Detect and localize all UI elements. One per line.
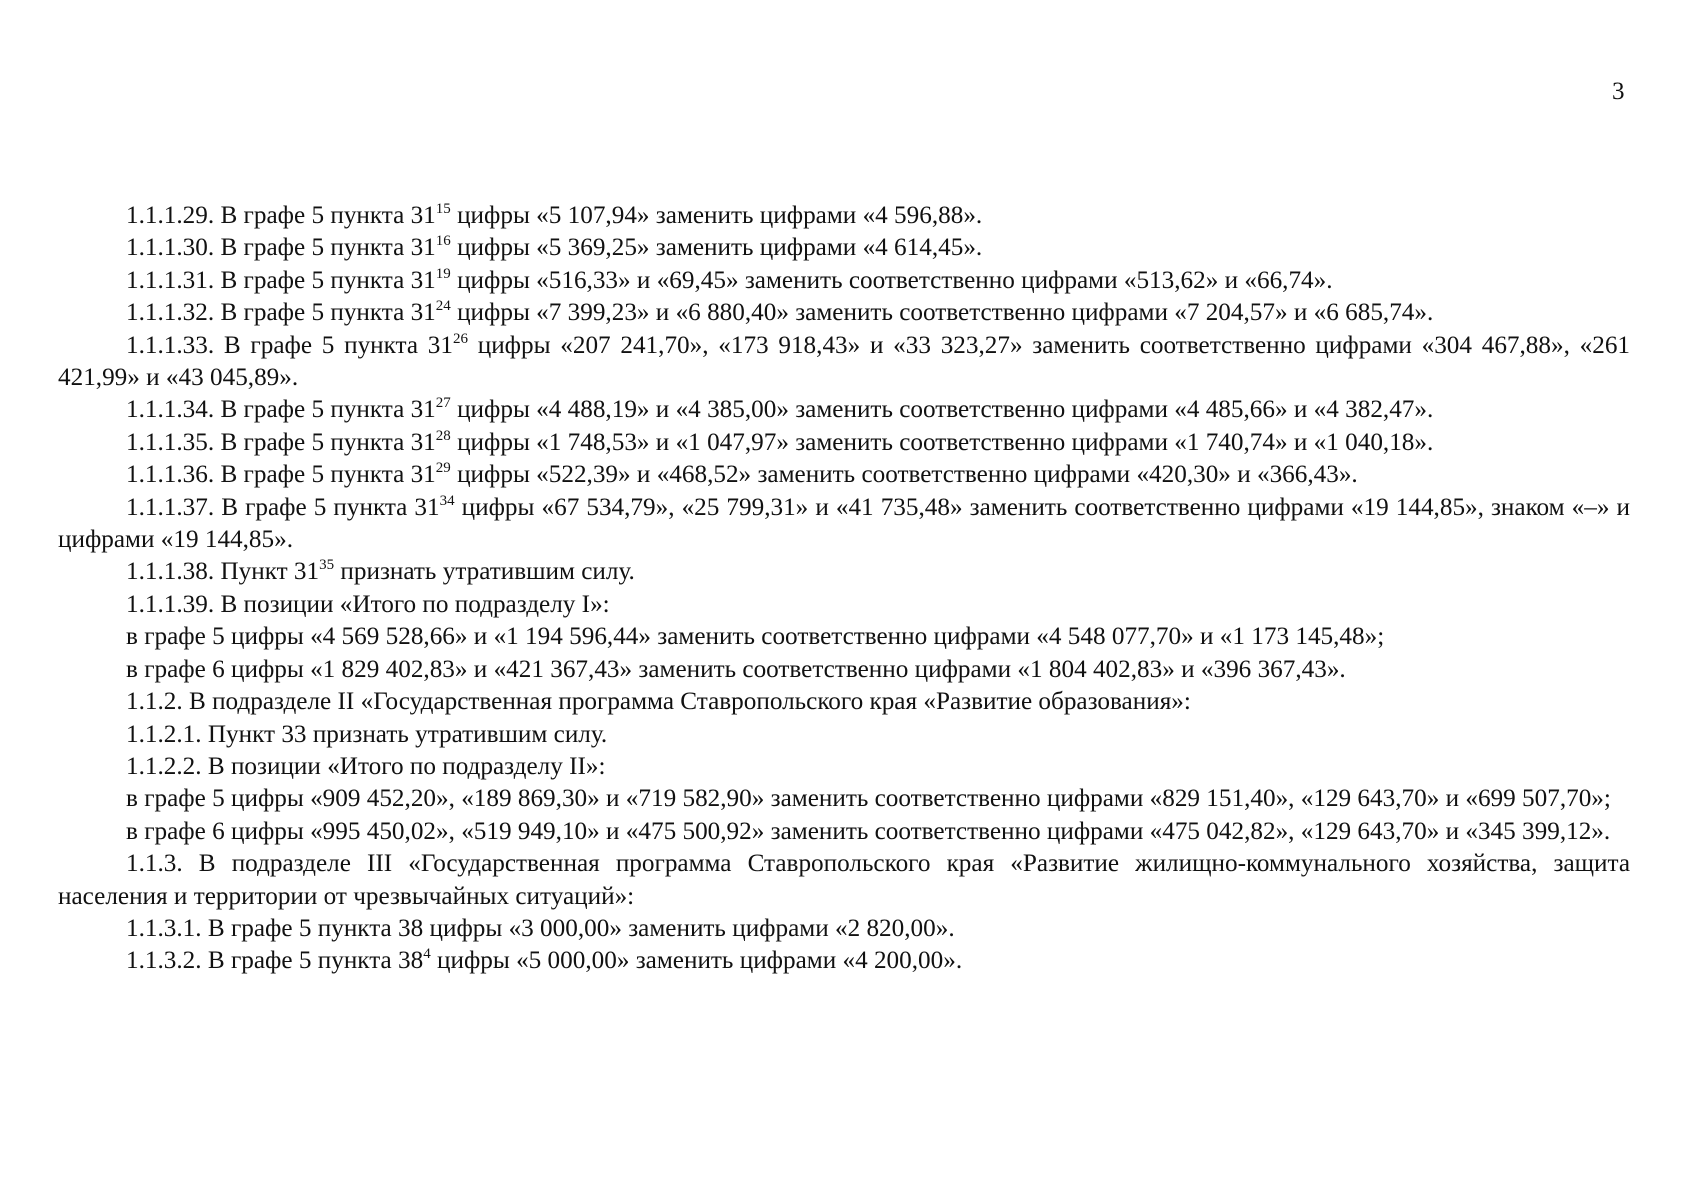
- paragraph-text: 1.1.1.35. В графе 5 пункта 31: [126, 428, 436, 456]
- paragraph-text: 1.1.1.30. В графе 5 пункта 31: [126, 234, 436, 262]
- paragraph-1-1-3: [58, 848, 1630, 913]
- paragraph-text: цифры «522,39» и «468,52» заменить соответственно цифрами «420,30» и «366,43».: [450, 461, 1358, 489]
- superscript: 26: [452, 330, 468, 347]
- paragraph-text: 1.1.1.32. В графе 5 пункта 31: [126, 299, 436, 327]
- paragraph-text: цифры «67 534,79», «25 799,31» и «41 735,48» заменить соответственно цифрами «19 144,85», знаком «–» и цифрами «19 144,85».: [58, 493, 1630, 554]
- paragraph-1-1-1-31: [58, 265, 1630, 297]
- superscript: 35: [319, 557, 335, 574]
- paragraph-text: 1.1.1.38. Пункт 31: [126, 558, 320, 586]
- paragraph-subsection-1-column-6: [58, 654, 1630, 686]
- paragraph-1-1-1-35: [58, 427, 1630, 459]
- superscript: 29: [435, 460, 451, 477]
- superscript: 15: [435, 201, 451, 217]
- paragraph-text: цифры «4 488,19» и «4 385,00» заменить соответственно цифрами «4 485,66» и «4 382,47».: [450, 396, 1434, 424]
- paragraph-1-1-3-1: [58, 913, 1630, 945]
- paragraph-subsection-1-column-5: [58, 621, 1630, 653]
- paragraph-text: цифры «5 107,94» заменить цифрами «4 596,88».: [450, 202, 983, 229]
- paragraph-1-1-1-32: [58, 297, 1630, 329]
- paragraph-1-1-1-39: [58, 589, 1630, 621]
- paragraph-1-1-2: [58, 686, 1630, 718]
- paragraph-text: признать утратившим силу.: [334, 558, 635, 586]
- superscript: 27: [435, 395, 451, 412]
- superscript: 4: [423, 946, 431, 963]
- paragraph-text: в графе 6 цифры «1 829 402,83» и «421 367,43» заменить соответственно цифрами «1 804 402,83» и «396 367,43».: [126, 655, 1346, 683]
- paragraph-text: 1.1.2.2. В позиции «Итого по подразделу II»:: [126, 752, 606, 780]
- paragraph-text: цифры «207 241,70», «173 918,43» и «33 323,27» заменить соответственно цифрами «304 467,88», «261 421,99» и «43 045,89».: [58, 331, 1631, 392]
- paragraph-text: 1.1.1.37. В графе 5 пункта 31: [126, 493, 440, 521]
- paragraph-text: 1.1.2.1. Пункт 33 признать утратившим силу.: [126, 720, 608, 748]
- paragraph-text: цифры «516,33» и «69,45» заменить соответственно цифрами «513,62» и «66,74».: [450, 266, 1333, 294]
- superscript: 34: [439, 492, 455, 509]
- paragraph-1-1-1-38: [58, 556, 1630, 588]
- paragraph-text: 1.1.3.1. В графе 5 пункта 38 цифры «3 000,00» заменить цифрами «2 820,00».: [126, 914, 955, 942]
- paragraph-1-1-1-37: [58, 492, 1630, 557]
- superscript: 19: [435, 265, 451, 282]
- paragraph-1-1-2-1: [58, 719, 1630, 751]
- paragraph-text: 1.1.1.29. В графе 5 пункта 31: [126, 202, 436, 229]
- paragraph-text: цифры «5 369,25» заменить цифрами «4 614,45».: [450, 234, 983, 262]
- superscript: 24: [435, 298, 451, 315]
- paragraph-text: цифры «1 748,53» и «1 047,97» заменить соответственно цифрами «1 740,74» и «1 040,18».: [450, 428, 1434, 456]
- paragraph-text: 1.1.1.36. В графе 5 пункта 31: [126, 461, 436, 489]
- paragraph-text: в графе 6 цифры «995 450,02», «519 949,10» и «475 500,92» заменить соответственно цифрами «475 042,82», «129 643,70» и «345 399,12».: [126, 817, 1611, 845]
- paragraph-text: цифры «7 399,23» и «6 880,40» заменить соответственно цифрами «7 204,57» и «6 685,74».: [450, 299, 1434, 327]
- paragraph-1-1-1-33: [58, 330, 1630, 395]
- paragraph-1-1-1-34: [58, 394, 1630, 426]
- paragraph-text: 1.1.1.33. В графе 5 пункта 31: [126, 331, 453, 359]
- paragraph-1-1-2-2: [58, 751, 1630, 783]
- document-body: [58, 200, 1630, 978]
- paragraph-text: 1.1.1.34. В графе 5 пункта 31: [126, 396, 436, 424]
- paragraph-text: в графе 5 цифры «909 452,20», «189 869,30» и «719 582,90» заменить соответственно цифрами «829 151,40», «129 643,70» и «699 507,70»;: [126, 785, 1611, 813]
- paragraph-text: 1.1.1.31. В графе 5 пункта 31: [126, 266, 436, 294]
- paragraph-text: 1.1.2. В подразделе II «Государственная программа Ставропольского края «Развитие образования»:: [126, 688, 1191, 716]
- paragraph-1-1-1-29: [58, 200, 1630, 232]
- superscript: 16: [435, 233, 451, 250]
- paragraph-1-1-1-36: [58, 459, 1630, 491]
- paragraph-text: цифры «5 000,00» заменить цифрами «4 200,00».: [430, 947, 963, 975]
- superscript: 28: [435, 427, 451, 444]
- paragraph-text: 1.1.3.2. В графе 5 пункта 38: [126, 947, 424, 975]
- page-number: 3: [1612, 78, 1625, 105]
- paragraph-subsection-2-column-6: [58, 816, 1630, 848]
- paragraph-text: 1.1.3. В подразделе III «Государственная программа Ставропольского края «Развитие жилищно-коммунального хозяйства, защита населения и территории от чрезвычайных ситуаций»:: [58, 850, 1630, 910]
- paragraph-1-1-1-30: [58, 232, 1630, 264]
- paragraph-text: 1.1.1.39. В позиции «Итого по подразделу I»:: [126, 590, 610, 618]
- paragraph-1-1-3-2: [58, 945, 1630, 977]
- paragraph-subsection-2-column-5: [58, 783, 1630, 815]
- paragraph-text: в графе 5 цифры «4 569 528,66» и «1 194 596,44» заменить соответственно цифрами «4 548 077,70» и «1 173 145,48»;: [126, 623, 1385, 651]
